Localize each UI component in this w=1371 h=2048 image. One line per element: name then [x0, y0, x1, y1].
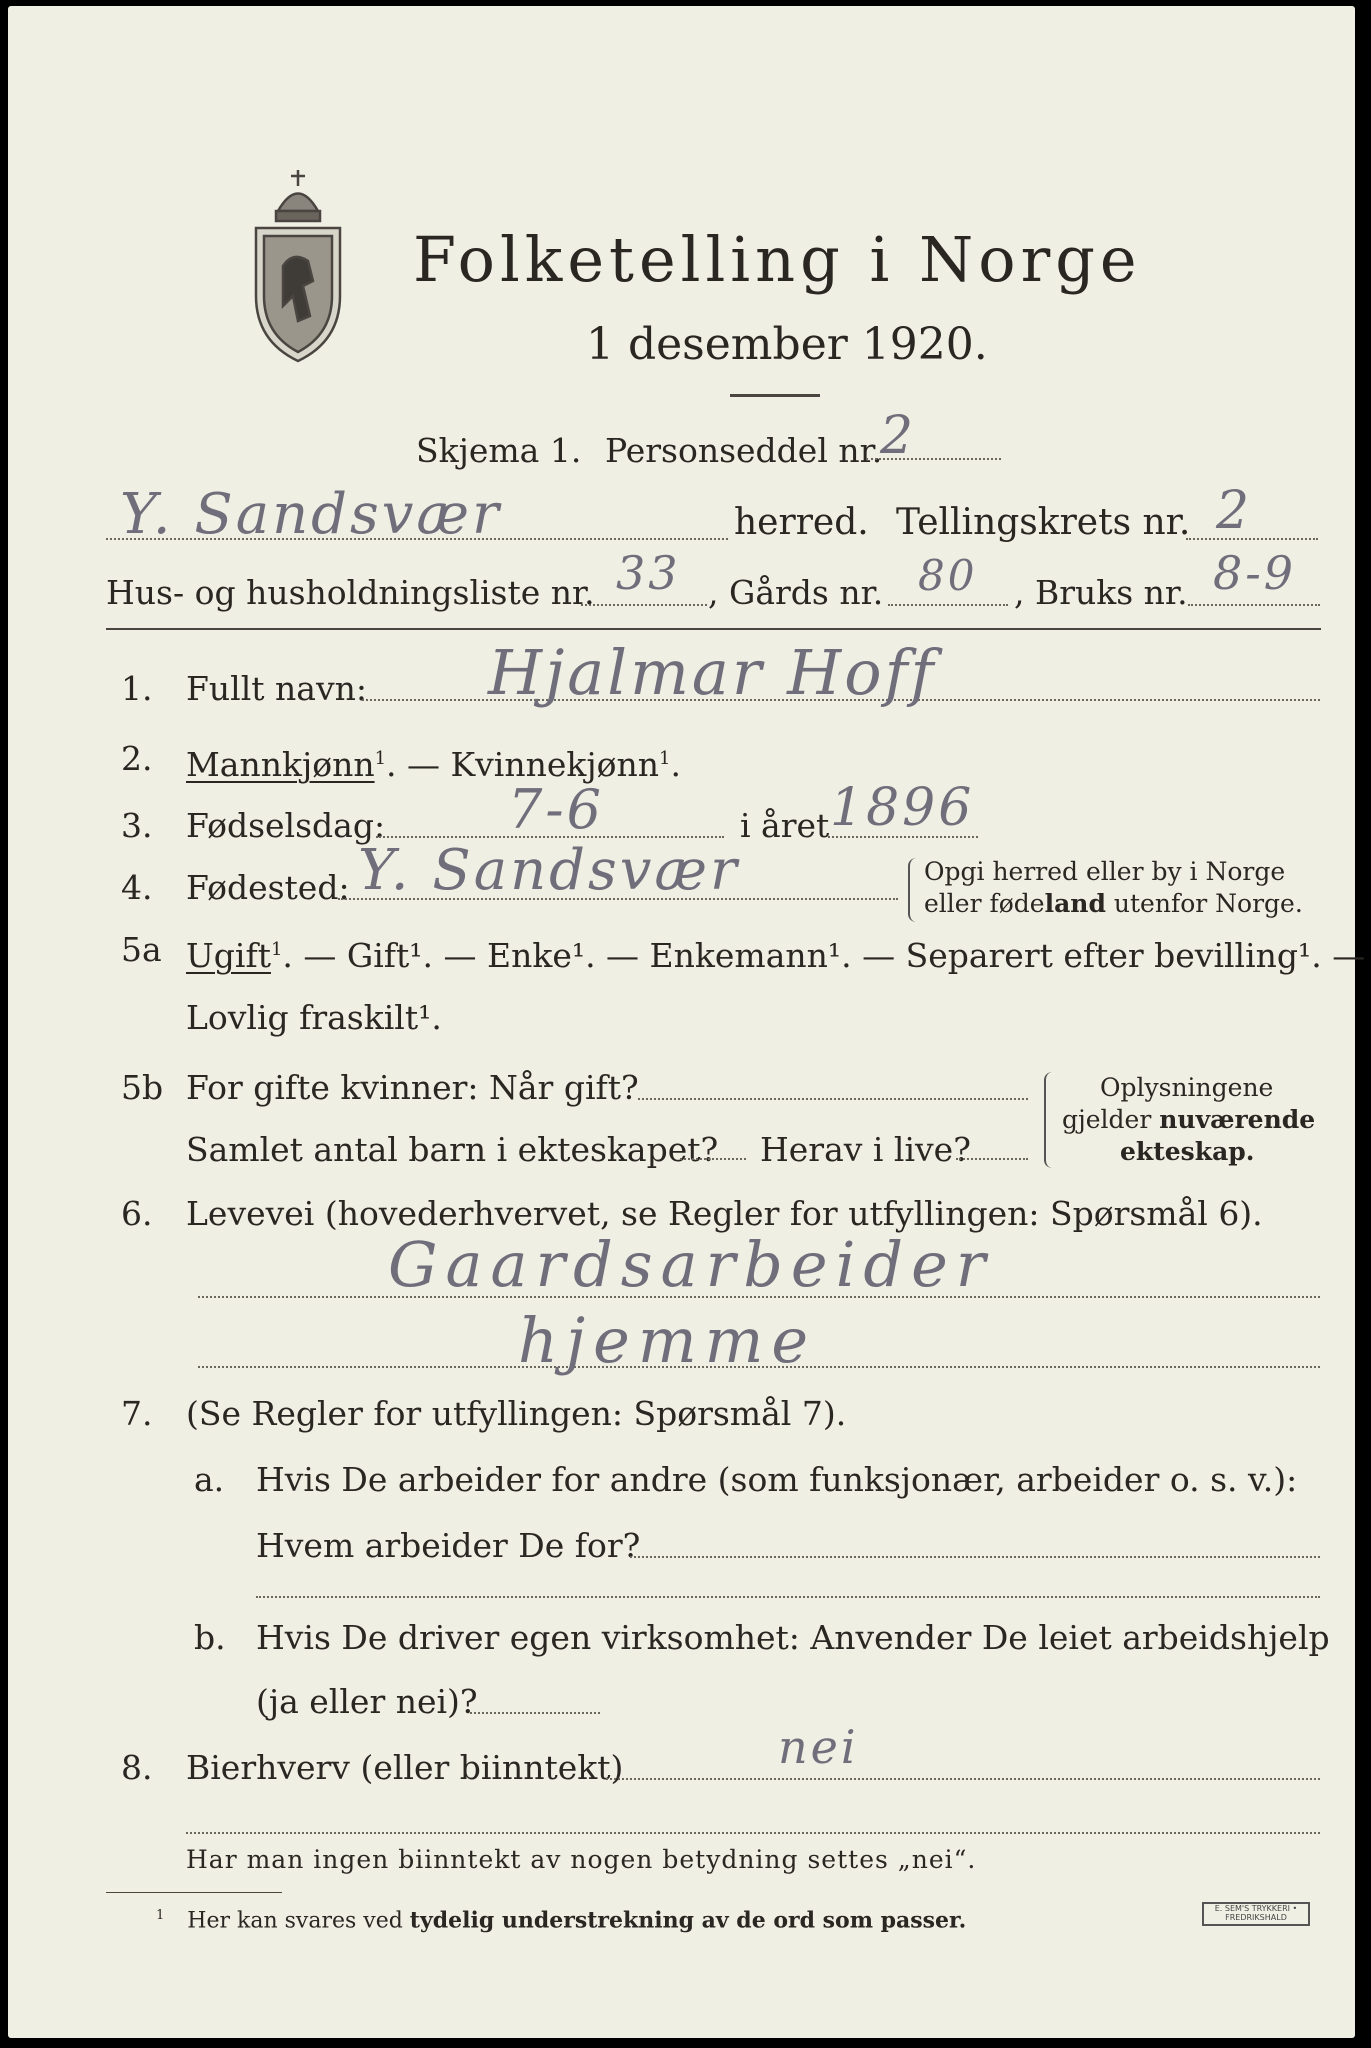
q4-label: Fødested: — [186, 868, 350, 907]
q7b-field — [470, 1712, 600, 1714]
tellingskrets-value: 2 — [1216, 481, 1253, 541]
q8-line2 — [186, 1832, 1320, 1834]
schema-label: Skjema 1. — [416, 431, 582, 470]
personseddel-value: 2 — [880, 406, 917, 466]
q7a-field1 — [630, 1556, 1320, 1558]
q3-number: 3. — [121, 806, 153, 845]
hus-line — [581, 604, 707, 606]
personseddel-label: Personseddel nr. — [605, 431, 883, 470]
herred-value: Y. Sandsvær — [120, 482, 502, 547]
q1-value: Hjalmar Hoff — [488, 636, 937, 709]
coat-of-arms-icon — [248, 156, 348, 366]
q1-number: 1. — [121, 669, 153, 708]
form-title: Folketelling i Norge — [413, 223, 1142, 296]
q5b-line1: For gifte kvinner: Når gift? — [186, 1068, 639, 1107]
q5b-children-field — [680, 1158, 746, 1160]
census-form-page — [8, 6, 1366, 2038]
q7b-number: b. — [194, 1618, 226, 1657]
q5a-options: Ugift$^1$. — Gift¹. — Enke¹. — Enkemann¹. — Separert efter bevilling¹. — — [186, 936, 1366, 975]
q5b-line2-a: Samlet antal barn i ekteskapet? — [186, 1130, 719, 1169]
q5b-note-brace — [1044, 1072, 1054, 1168]
q1-label: Fullt navn: — [186, 669, 367, 708]
title-divider — [730, 394, 820, 397]
q5a-option-ugift[interactable]: Ugift — [186, 936, 271, 975]
hus-label: Hus- og husholdningsliste nr. — [106, 573, 595, 612]
q8-label: Bierhverv (eller biinntekt) — [186, 1748, 624, 1787]
q2-number: 2. — [121, 739, 153, 778]
q7b-line1: Hvis De driver egen virksomhet: Anvender De leiet arbeidshjelp — [256, 1618, 1330, 1657]
q4-note-brace — [908, 858, 918, 922]
q7-number: 7. — [121, 1394, 153, 1433]
footnote: $^1$ Her kan svares ved tydelig understrekning av de ord som passer. — [156, 1907, 967, 1934]
q5a-number: 5a — [121, 930, 162, 969]
q8-value: nei — [778, 1720, 859, 1774]
q5a-line2[interactable]: Lovlig fraskilt¹. — [186, 998, 442, 1037]
q7a-line1: Hvis De arbeider for andre (som funksjonær, arbeider o. s. v.): — [256, 1460, 1298, 1499]
q7-label: (Se Regler for utfyllingen: Spørsmål 7). — [186, 1394, 847, 1433]
q3-year-value: 1896 — [830, 778, 975, 838]
printer-stamp: E. SEM'S TRYKKERI • FREDRIKSHALD — [1202, 1902, 1310, 1926]
q6-number: 6. — [121, 1194, 153, 1233]
header-rule — [106, 628, 1321, 630]
footnote-mark: 1 — [156, 1908, 165, 1923]
q8-line — [606, 1778, 1320, 1780]
bruks-value: 8-9 — [1213, 546, 1297, 600]
q4-number: 4. — [121, 868, 153, 907]
bruks-label: , Bruks nr. — [1014, 573, 1188, 612]
tellingskrets-label: Tellingskrets nr. — [896, 502, 1191, 543]
bruks-line — [1188, 604, 1320, 606]
q5b-note3: ekteskap. — [1120, 1137, 1255, 1166]
gards-line — [888, 604, 1008, 606]
q4-note-line2: eller fødeland utenfor Norge. — [924, 889, 1303, 918]
q5b-number: 5b — [121, 1068, 164, 1107]
form-date: 1 desember 1920. — [586, 319, 988, 370]
q7a-number: a. — [194, 1460, 225, 1499]
q6-value-line2: hjemme — [518, 1304, 817, 1377]
q5b-note1: Oplysningene — [1100, 1073, 1274, 1102]
footnote-rule — [106, 1892, 282, 1893]
q4-value: Y. Sandsvær — [358, 838, 740, 903]
q3-year-label: i året — [740, 806, 830, 845]
q7b-line2: (ja eller nei)? — [256, 1682, 478, 1721]
q3-value: 7-6 — [508, 778, 604, 841]
q5b-note2: gjelder nuværende — [1062, 1105, 1316, 1134]
q7a-line2: Hvem arbeider De for? — [256, 1526, 641, 1565]
q2-option-female[interactable]: Kvinnekjønn — [450, 745, 660, 784]
q6-label: Levevei (hovederhvervet, se Regler for utfyllingen: Spørsmål 6). — [186, 1194, 1263, 1233]
q2-option-male[interactable]: Mannkjønn — [186, 745, 375, 784]
q2-options: Mannkjønn$^1$. — Kvinnekjønn$^1$. — [186, 745, 681, 784]
income-note: Har man ingen biinntekt av nogen betydning settes „nei“. — [186, 1845, 977, 1874]
q5b-line1-field — [638, 1098, 1028, 1100]
q3-label: Fødselsdag: — [186, 806, 386, 845]
gards-label: , Gårds nr. — [708, 573, 884, 612]
q6-value-line1: Gaardsarbeider — [388, 1228, 994, 1301]
gards-value: 80 — [918, 551, 978, 600]
herred-label: herred. — [734, 502, 869, 543]
hus-value: 33 — [616, 546, 681, 600]
q8-number: 8. — [121, 1748, 153, 1787]
q2-end: . — [670, 745, 681, 784]
q4-note-line1: Opgi herred eller by i Norge — [924, 857, 1286, 886]
q5b-line2-b: Herav i live? — [760, 1130, 971, 1169]
q2-sep: . — — [386, 745, 451, 784]
q5b-alive-field — [956, 1158, 1028, 1160]
q7a-field2 — [256, 1596, 1320, 1598]
q5a-option-rest[interactable]: . — Gift¹. — Enke¹. — Enkemann¹. — Separert efter bevilling¹. — — [282, 936, 1366, 975]
